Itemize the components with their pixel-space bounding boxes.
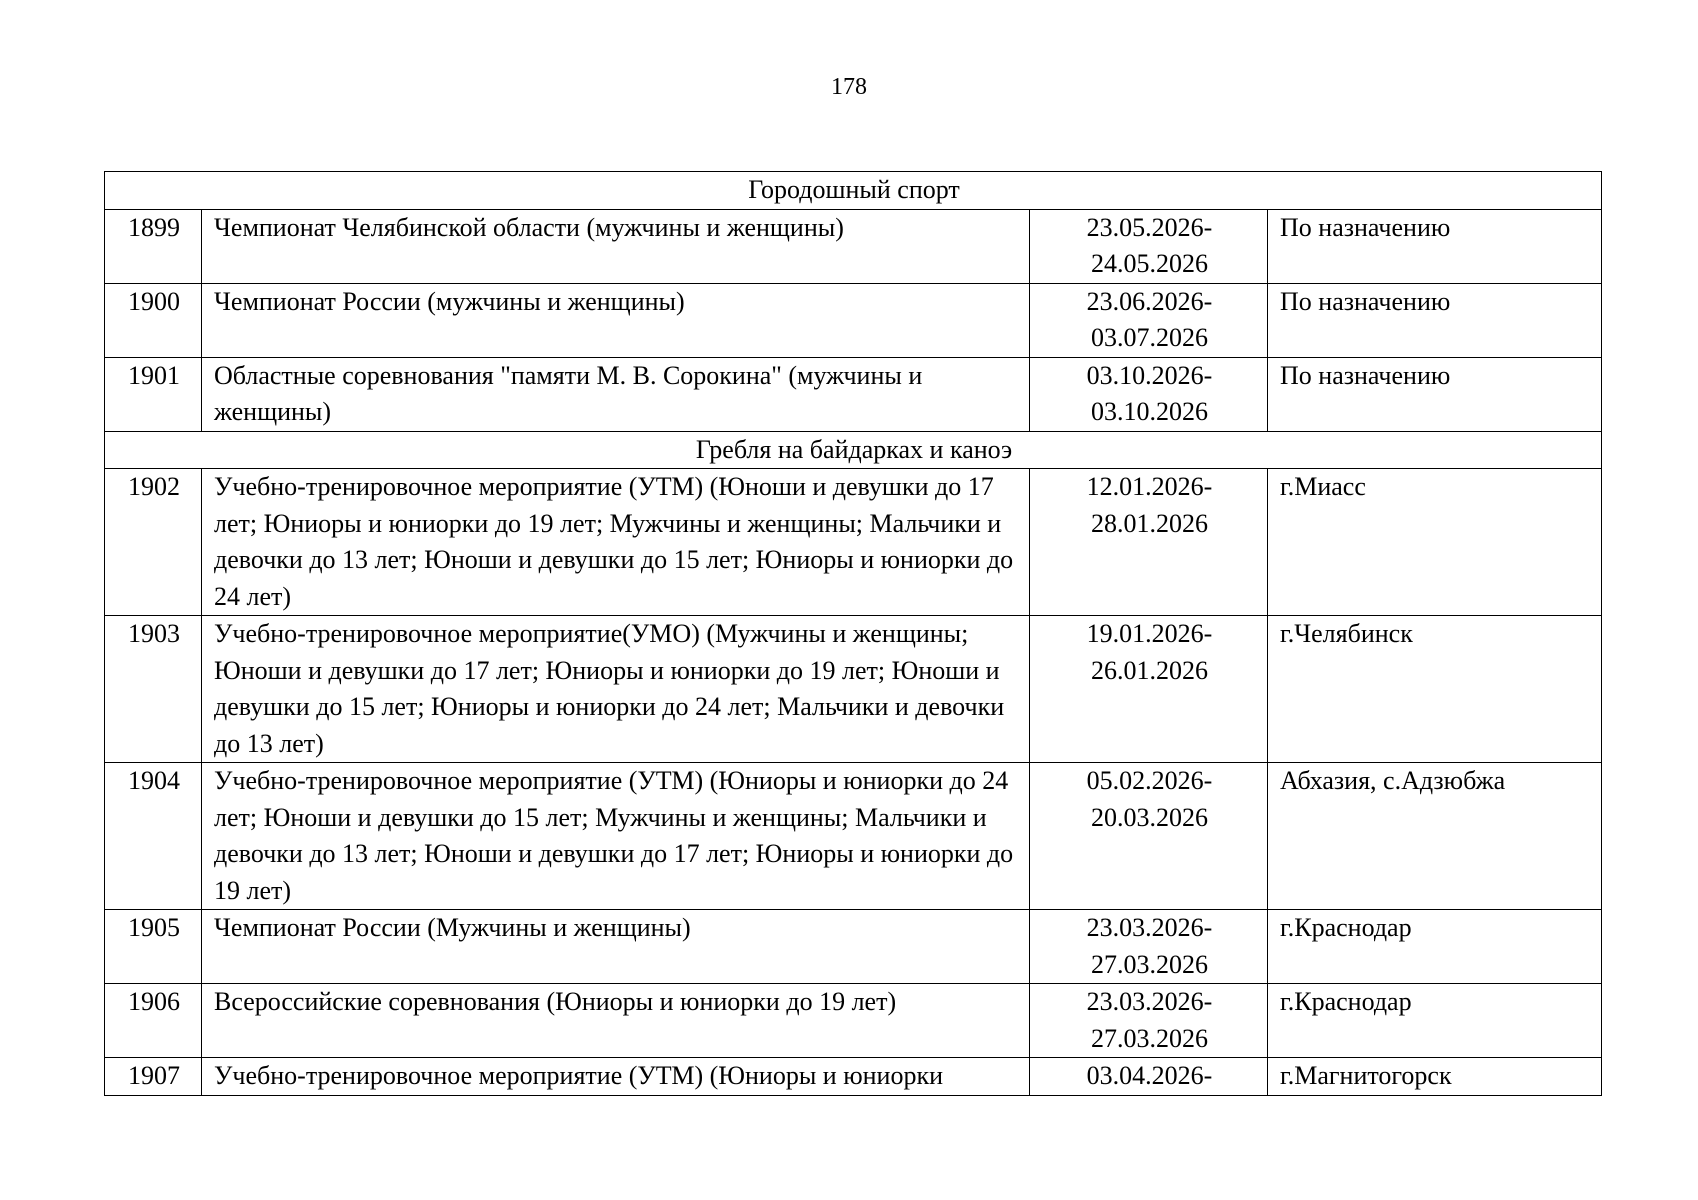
page-number: 178	[831, 74, 867, 100]
event-place: По назначению	[1268, 209, 1602, 283]
event-dates	[1030, 1058, 1268, 1096]
event-place: г.Миасс	[1268, 469, 1602, 616]
event-name: Областные соревнования "памяти М. В. Сорокина" (мужчины и женщины)	[202, 357, 1030, 431]
event-place: Абхазия, с.Адзюбжа	[1268, 763, 1602, 910]
event-name: Учебно-тренировочное мероприятие (УТМ) (Юноши и девушки до 17 лет; Юниоры и юниорки до 19 лет; Мужчины и женщины; Мальчики и девочки до 13 лет; Юноши и девушки до 15 лет; Юниоры и юниорки до 24 лет)	[202, 469, 1030, 616]
event-dates	[1030, 357, 1268, 431]
date-start: 23.06.2026-	[1086, 286, 1213, 316]
event-number: 1905	[105, 910, 202, 984]
table-row	[105, 1058, 1602, 1096]
event-place: г.Краснодар	[1268, 910, 1602, 984]
table-row	[105, 910, 1602, 984]
event-number: 1902	[105, 469, 202, 616]
table-row	[105, 283, 1602, 357]
event-number: 1904	[105, 763, 202, 910]
table-row	[105, 357, 1602, 431]
date-start: 23.03.2026-	[1086, 987, 1213, 1016]
event-name: Чемпионат Челябинской области (мужчины и женщины)	[202, 209, 1030, 283]
event-name: Учебно-тренировочное мероприятие(УМО) (Мужчины и женщины; Юноши и девушки до 17 лет; Юниоры и юниорки до 19 лет; Юноши и девушки до 15 лет; Юниоры и юниорки до 24 лет; Мальчики и девочки до 13 лет)	[202, 616, 1030, 763]
event-name: Учебно-тренировочное мероприятие (УТМ) (Юниоры и юниорки до 24 лет; Юноши и девушки до 15 лет; Мужчины и женщины; Мальчики и девочки до 13 лет; Юноши и девушки до 17 лет; Юниоры и юниорки до 19 лет)	[202, 763, 1030, 910]
event-dates	[1030, 984, 1268, 1058]
event-dates	[1030, 283, 1268, 357]
event-number: 1907	[105, 1058, 202, 1096]
event-name: Чемпионат России (мужчины и женщины)	[202, 283, 1030, 357]
date-end: 27.03.2026	[1091, 949, 1208, 979]
section-title: Городошный спорт	[105, 172, 1602, 210]
date-end: 28.01.2026	[1091, 508, 1208, 538]
event-place: г.Магнитогорск	[1268, 1058, 1602, 1096]
events-table	[104, 171, 1602, 1096]
date-start: 03.10.2026-	[1086, 360, 1213, 390]
section-header-row	[105, 172, 1602, 210]
table-row	[105, 616, 1602, 763]
date-start: 19.01.2026-	[1086, 619, 1213, 648]
section-title: Гребля на байдарках и каноэ	[105, 431, 1602, 469]
date-start: 12.01.2026-	[1086, 472, 1213, 501]
event-number: 1901	[105, 357, 202, 431]
event-dates	[1030, 469, 1268, 616]
date-start: 23.03.2026-	[1086, 913, 1213, 942]
event-name: Чемпионат России (Мужчины и женщины)	[202, 910, 1030, 984]
event-name: Учебно-тренировочное мероприятие (УТМ) (Юниоры и юниорки	[202, 1058, 1030, 1096]
event-number: 1906	[105, 984, 202, 1058]
date-start: 05.02.2026-	[1086, 766, 1213, 795]
table-row	[105, 984, 1602, 1058]
section-header-row	[105, 431, 1602, 469]
date-start: 23.05.2026-	[1086, 212, 1213, 242]
date-end: 27.03.2026	[1091, 1023, 1208, 1053]
table-row	[105, 763, 1602, 910]
event-dates	[1030, 616, 1268, 763]
event-place: г.Челябинск	[1268, 616, 1602, 763]
event-dates	[1030, 910, 1268, 984]
date-end: 20.03.2026	[1091, 802, 1208, 832]
date-end: 03.07.2026	[1091, 323, 1208, 352]
table-row	[105, 209, 1602, 283]
event-number: 1899	[105, 209, 202, 283]
event-number: 1900	[105, 283, 202, 357]
event-place: г.Краснодар	[1268, 984, 1602, 1058]
date-end: 24.05.2026	[1091, 249, 1208, 278]
date-end: 03.10.2026	[1091, 397, 1208, 426]
event-dates	[1030, 763, 1268, 910]
date-end: 26.01.2026	[1091, 655, 1208, 685]
event-name: Всероссийские соревнования (Юниоры и юниорки до 19 лет)	[202, 984, 1030, 1058]
event-dates	[1030, 209, 1268, 283]
event-place: По назначению	[1268, 283, 1602, 357]
table-row	[105, 469, 1602, 616]
event-number: 1903	[105, 616, 202, 763]
date-start: 03.04.2026-	[1086, 1061, 1213, 1090]
event-place: По назначению	[1268, 357, 1602, 431]
